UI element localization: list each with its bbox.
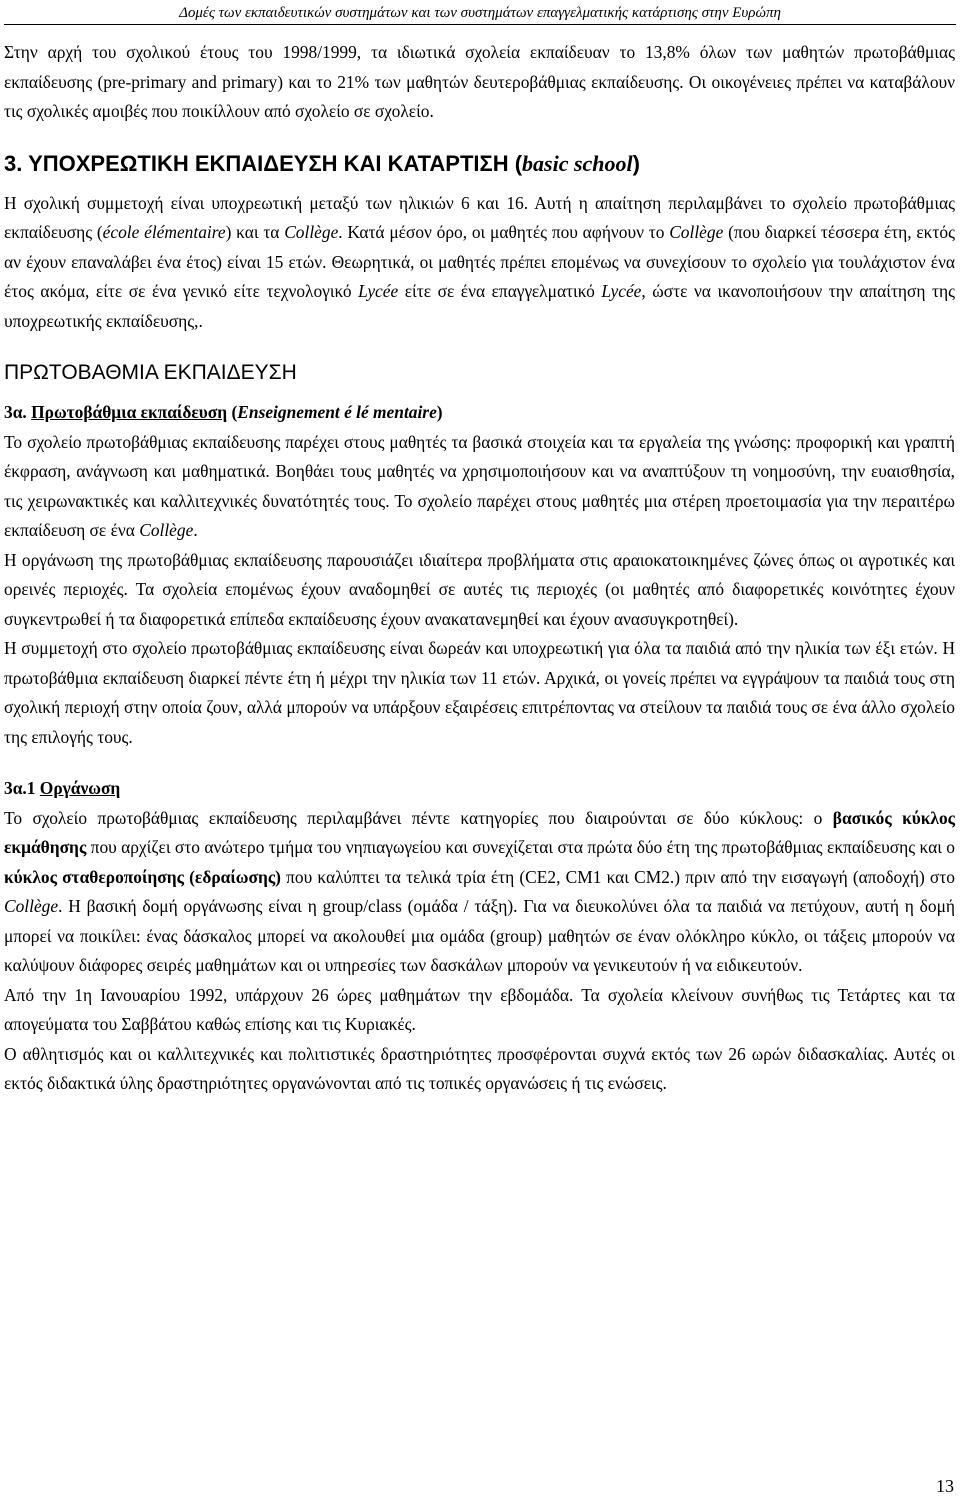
page-number: 13	[936, 1476, 954, 1496]
section-3a1-heading: 3α.1 Οργάνωση	[4, 778, 121, 798]
section-3a-heading: 3α. Πρωτοβάθμια εκπαίδευση (Enseignement é lé mentaire)	[4, 402, 443, 422]
primary-paragraph-1: Το σχολείο πρωτοβάθμιας εκπαίδευσης παρέχει στους μαθητές τα βασικά στοιχεία και τα εργαλεία της γνώσης: προφορική και γραπτή έκφραση, ανάγνωση και μαθηματικά. Βοηθάει τους μαθητές να χρησιμοποιήσουν και να αναπτύξουν τη νοημοσύνη, την ευαισθησία, τις χειρωνακτικές και καλλιτεχνικές δυνατότητές τους. Το σχολείο παρέχει στους μαθητές μια στέρεη προετοιμασία για την περαιτέρω εκπαίδευση σε ένα Collège.	[4, 431, 955, 540]
compulsory-education-paragraph: Η σχολική συμμετοχή είναι υποχρεωτική μεταξύ των ηλικιών 6 και 16. Αυτή η απαίτηση περιλαμβάνει το σχολείο πρωτοβάθμιας εκπαίδευσης (école élémentaire) και τα Collège. Κατά μέσον όρο, οι μαθητές που αφήνουν το Collège (που διαρκεί τέσσερα έτη, εκτός αν έχουν επαναλάβει ένα έτος) είναι 15 ετών. Θεωρητικά, οι μαθητές πρέπει επομένως να συνεχίσουν το σχολείο για τουλάχιστον ένα έτος ακόμα, είτε σε ένα γενικό είτε τεχνολογικό Lycée είτε σε ένα επαγγελματικό Lycée, ώστε να ικανοποιήσουν την απαίτηση της υποχρεωτικής εκπαίδευσης,.	[4, 192, 956, 331]
primary-education-heading: ΠΡΩΤΟΒΑΘΜΙΑ ΕΚΠΑΙΔΕΥΣΗ	[4, 361, 297, 384]
organisation-paragraph-1: Το σχολείο πρωτοβάθμιας εκπαίδευσης περιλαμβάνει πέντε κατηγορίες που διαιρούνται σε δύο κύκλους: ο βασικός κύκλος εκμάθησης που αρχίζει στο ανώτερο τμήμα του νηπιαγωγείου και συνεχίζεται στα πρώτα δύο έτη της πρωτοβάθμιας εκπαίδευσης και ο κύκλος σταθεροποίησης (εδραίωσης) που καλύπτει τα τελικά τρία έτη (CE2, CM1 και CM2.) πριν από την εισαγωγή (αποδοχή) στο Collège. Η βασική δομή οργάνωσης είναι η group/class (ομάδα / τάξη). Για να διευκολύνει όλα τα παιδιά να πετύχουν, αυτή η δομή μπορεί να ποικίλει: ένας δάσκαλος μπορεί να ακολουθεί μια ομάδα (group) μαθητών σε έναν ολόκληρο κύκλο, οι τάξεις μπορούν να καλύψουν διάφορες σειρές μαθημάτων και οι υπηρεσίες των δασκάλων μπορούν να γενικευτούν ή να ειδικευτούν.	[4, 807, 955, 975]
running-header: Δομές των εκπαιδευτικών συστημάτων και των συστημάτων επαγγελματικής κατάρτισης στην Ευρώπη	[179, 5, 781, 21]
primary-paragraph-3: Η συμμετοχή στο σχολείο πρωτοβάθμιας εκπαίδευσης είναι δωρεάν και υποχρεωτική για όλα τα παιδιά από την ηλικία των έξι ετών. Η πρωτοβάθμια εκπαίδευση διαρκεί πέντε έτη ή μέχρι την ηλικία των 11 ετών. Αρχικά, οι γονείς πρέπει να εγγράψουν τα παιδιά τους στη σχολική περιοχή στην οποία ζουν, αλλά μπορούν να υπάρξουν εξαιρέσεις επιτρέποντας να στείλουν τα παιδιά τους σε ένα άλλο σχολείο της επιλογής τους.	[4, 638, 955, 747]
organisation-paragraph-3: Ο αθλητισμός και οι καλλιτεχνικές και πολιτιστικές δραστηριότητες προσφέρονται συχνά εκτός των 26 ωρών διδασκαλίας. Αυτές οι εκτός διδακτικά ύλης δραστηριότητες οργανώνονται από τις τοπικές οργανώσεις ή τις ενώσεις.	[4, 1043, 955, 1093]
section-3-heading: 3. ΥΠΟΧΡΕΩΤΙΚΗ ΕΚΠΑΙΔΕΥΣΗ ΚΑΙ ΚΑΤΑΡΤΙΣΗ (basic school)	[4, 150, 640, 176]
header-rule	[4, 24, 956, 25]
intro-paragraph: Στην αρχή του σχολικού έτους του 1998/1999, τα ιδιωτικά σχολεία εκπαίδευαν το 13,8% όλων των μαθητών πρωτοβάθμιας εκπαίδευσης (pre-primary and primary) και το 21% των μαθητών δευτεροβάθμιας εκπαίδευσης. Οι οικογένειες πρέπει να καταβάλουν τις σχολικές αμοιβές που ποικίλλουν από σχολείο σε σχολείο.	[4, 42, 955, 121]
primary-paragraph-2: Η οργάνωση της πρωτοβάθμιας εκπαίδευσης παρουσιάζει ιδιαίτερα προβλήματα στις αραιοκατοικημένες ζώνες όπως οι αγροτικές και ορεινές περιοχές. Τα σχολεία επομένως έχουν αναδομηθεί σε αυτές τις περιοχές (οι μαθητές από διαφορετικές κοινότητες έχουν συγκεντρωθεί ή τα διαφορετικά επίπεδα εκπαίδευσης έχουν ανακατανεμηθεί και έχουν ανασυγκροτηθεί).	[4, 549, 955, 629]
document-body	[4, 38, 955, 1099]
organisation-paragraph-2: Από την 1η Ιανουαρίου 1992, υπάρχουν 26 ώρες μαθημάτων την εβδομάδα. Τα σχολεία κλείνουν συνήθως τις Τετάρτες και τα απογεύματα του Σαββάτου καθώς επίσης και τις Κυριακές.	[4, 984, 955, 1034]
